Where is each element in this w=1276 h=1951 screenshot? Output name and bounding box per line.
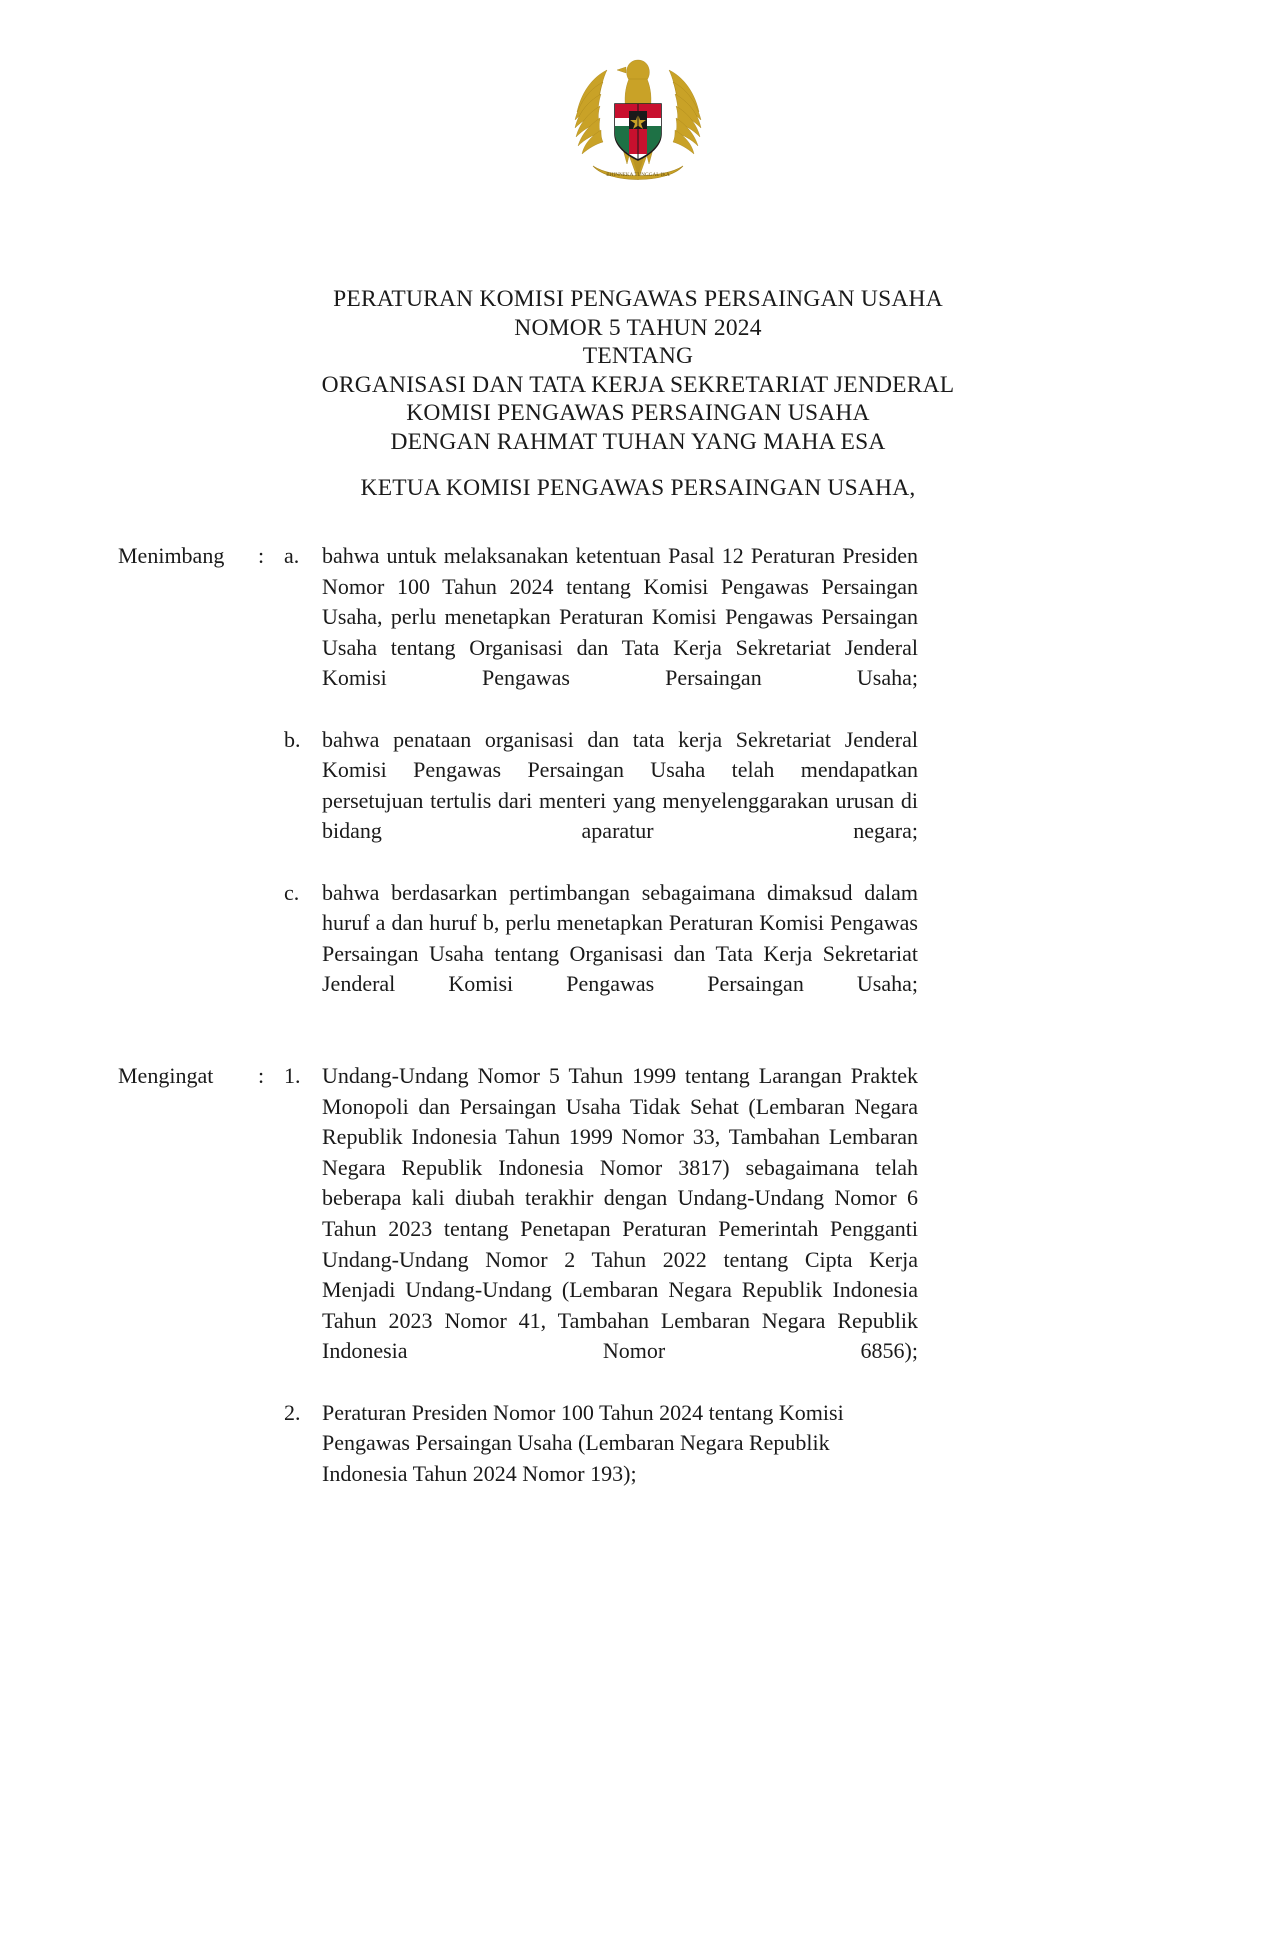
clause-marker: a. <box>284 543 300 568</box>
clause-text: Peraturan Presiden Nomor 100 Tahun 2024 tentang Komisi Pengawas Persaingan Usaha (Lembaran Negara Republik Indonesia Tahun 2024 Nomor 193); <box>322 1399 844 1486</box>
pancasila-shield <box>615 104 661 160</box>
emblem-container <box>0 48 1276 188</box>
title-line-3: TENTANG <box>582 343 694 369</box>
section-mengingat <box>118 1061 918 1489</box>
title-line-5: KOMISI PENGAWAS PERSAINGAN USAHA <box>406 400 870 426</box>
section-items-menimbang <box>284 541 918 1031</box>
section-label-mengingat: Mengingat <box>118 1063 214 1089</box>
clause-text: Undang-Undang Nomor 5 Tahun 1999 tentang Larangan Praktek Monopoli dan Persaingan Usaha Tidak Sehat (Lembaran Negara Republik Indonesia Tahun 1999 Nomor 33, Tambahan Lembaran Negara Republik Indonesia Nomor 3817) sebagaimana telah beberapa kali diubah terakhir dengan Undang-Undang Nomor 6 Tahun 2023 tentang Penetapan Peraturan Pemerintah Pengganti Undang-Undang Nomor 2 Tahun 2022 tentang Cipta Kerja Menjadi Undang-Undang (Lembaran Negara Republik Indonesia Tahun 2023 Nomor 41, Tambahan Lembaran Negara Republik Indonesia Nomor 6856); <box>322 1063 918 1364</box>
document-title <box>0 285 1276 428</box>
section-colon-menimbang: : <box>258 543 265 568</box>
clause-sections <box>118 541 918 1489</box>
clause-item <box>284 1061 918 1398</box>
title-line-4: ORGANISASI DAN TATA KERJA SEKRETARIAT JENDERAL <box>321 371 955 398</box>
section-menimbang <box>118 541 918 1031</box>
clause-text: bahwa untuk melaksanakan ketentuan Pasal 12 Peraturan Presiden Nomor 100 Tahun 2024 tentang Komisi Pengawas Persaingan Usaha, perlu menetapkan Peraturan Komisi Pengawas Persaingan Usaha tentang Organisasi dan Tata Kerja Sekretariat Jenderal Komisi Pengawas Persaingan Usaha; <box>322 543 918 691</box>
clause-item <box>284 725 918 878</box>
clause-text: bahwa berdasarkan pertimbangan sebagaimana dimaksud dalam huruf a dan huruf b, perlu menetapkan Peraturan Komisi Pengawas Persaingan Usaha tentang Organisasi dan Tata Kerja Sekretariat Jenderal Komisi Pengawas Persaingan Usaha; <box>322 879 918 997</box>
title-line-2: NOMOR 5 TAHUN 2024 <box>514 314 762 341</box>
clause-item <box>284 1398 918 1490</box>
clause-marker: c. <box>284 879 300 905</box>
clause-text: bahwa penataan organisasi dan tata kerja Sekretariat Jenderal Komisi Pengawas Persaingan Usaha telah mendapatkan persetujuan tertulis dari menteri yang menyelenggarakan urusan di bidang aparatur negara; <box>322 726 918 844</box>
section-label-menimbang: Menimbang <box>118 543 225 568</box>
clause-marker: b. <box>284 726 301 752</box>
clause-marker: 2. <box>284 1399 301 1425</box>
clause-marker: 1. <box>284 1063 301 1089</box>
clause-item <box>284 878 918 1031</box>
invocation-line: DENGAN RAHMAT TUHAN YANG MAHA ESA <box>390 429 886 455</box>
garuda-pancasila-emblem <box>563 48 713 188</box>
authority-line: KETUA KOMISI PENGAWAS PERSAINGAN USAHA, <box>360 475 916 501</box>
title-line-1: PERATURAN KOMISI PENGAWAS PERSAINGAN USAHA <box>333 286 943 312</box>
svg-text:BHINNEKA TUNGGAL IKA: BHINNEKA TUNGGAL IKA <box>606 172 670 178</box>
section-colon-mengingat: : <box>258 1063 265 1089</box>
clause-item <box>284 541 918 725</box>
section-items-mengingat <box>284 1061 918 1489</box>
